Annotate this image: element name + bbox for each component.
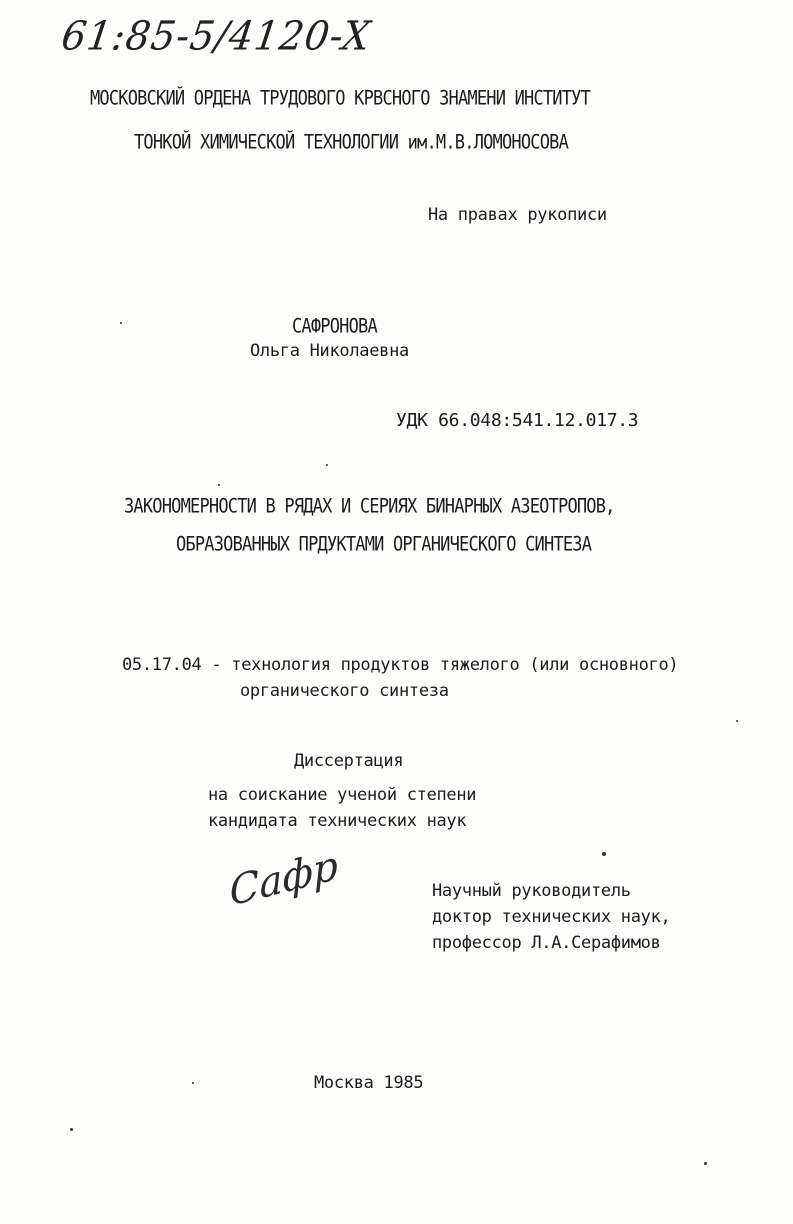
supervisor-line-3: профессор Л.А.Серафимов xyxy=(432,933,661,953)
dissertation-title-line-1: ЗАКОНОМЕРНОСТИ В РЯДАХ И СЕРИЯХ БИНАРНЫХ АЗЕОТРОПОВ, xyxy=(124,495,615,519)
author-given-names: Ольга Николаевна xyxy=(250,341,409,361)
scan-speck xyxy=(602,852,606,856)
scan-speck xyxy=(326,464,328,466)
scan-speck xyxy=(192,1082,194,1084)
dissertation-heading: Диссертация xyxy=(294,751,404,771)
author-signature: Сафр xyxy=(228,842,340,916)
dissertation-degree-line-2: кандидата технических наук xyxy=(208,811,467,831)
scan-speck xyxy=(704,1162,707,1165)
supervisor-line-1: Научный руководитель xyxy=(432,881,631,901)
udc-code: УДК 66.048:541.12.017.3 xyxy=(396,410,639,431)
specialty-line-1: 05.17.04 - технология продуктов тяжелого (или основного) xyxy=(122,655,679,675)
dissertation-title-line-2: ОБРАЗОВАННЫХ ПРДУКТАМИ ОРГАНИЧЕСКОГО СИНТЕЗА xyxy=(176,533,592,557)
rights-note: На правах рукописи xyxy=(428,205,607,225)
scan-speck xyxy=(218,484,220,486)
institute-name-line-1: МОСКОВСКИЙ ОРДЕНА ТРУДОВОГО КРВСНОГО ЗНАМЕНИ ИНСТИТУТ xyxy=(90,87,591,111)
author-surname: САФРОНОВА xyxy=(292,315,377,339)
supervisor-line-2: доктор технических наук, xyxy=(432,907,671,927)
specialty-line-2: органического синтеза xyxy=(240,681,449,701)
place-and-year: Москва 1985 xyxy=(314,1073,424,1093)
scan-speck xyxy=(120,322,122,324)
scan-speck xyxy=(70,1128,73,1131)
scan-speck xyxy=(736,720,738,722)
archive-code-handwritten: 61:85-5/4120-X xyxy=(58,12,374,60)
dissertation-degree-line-1: на соискание ученой степени xyxy=(208,785,477,805)
institute-name-line-2: ТОНКОЙ ХИМИЧЕСКОЙ ТЕХНОЛОГИИ им.М.В.ЛОМОНОСОВА xyxy=(134,131,569,155)
